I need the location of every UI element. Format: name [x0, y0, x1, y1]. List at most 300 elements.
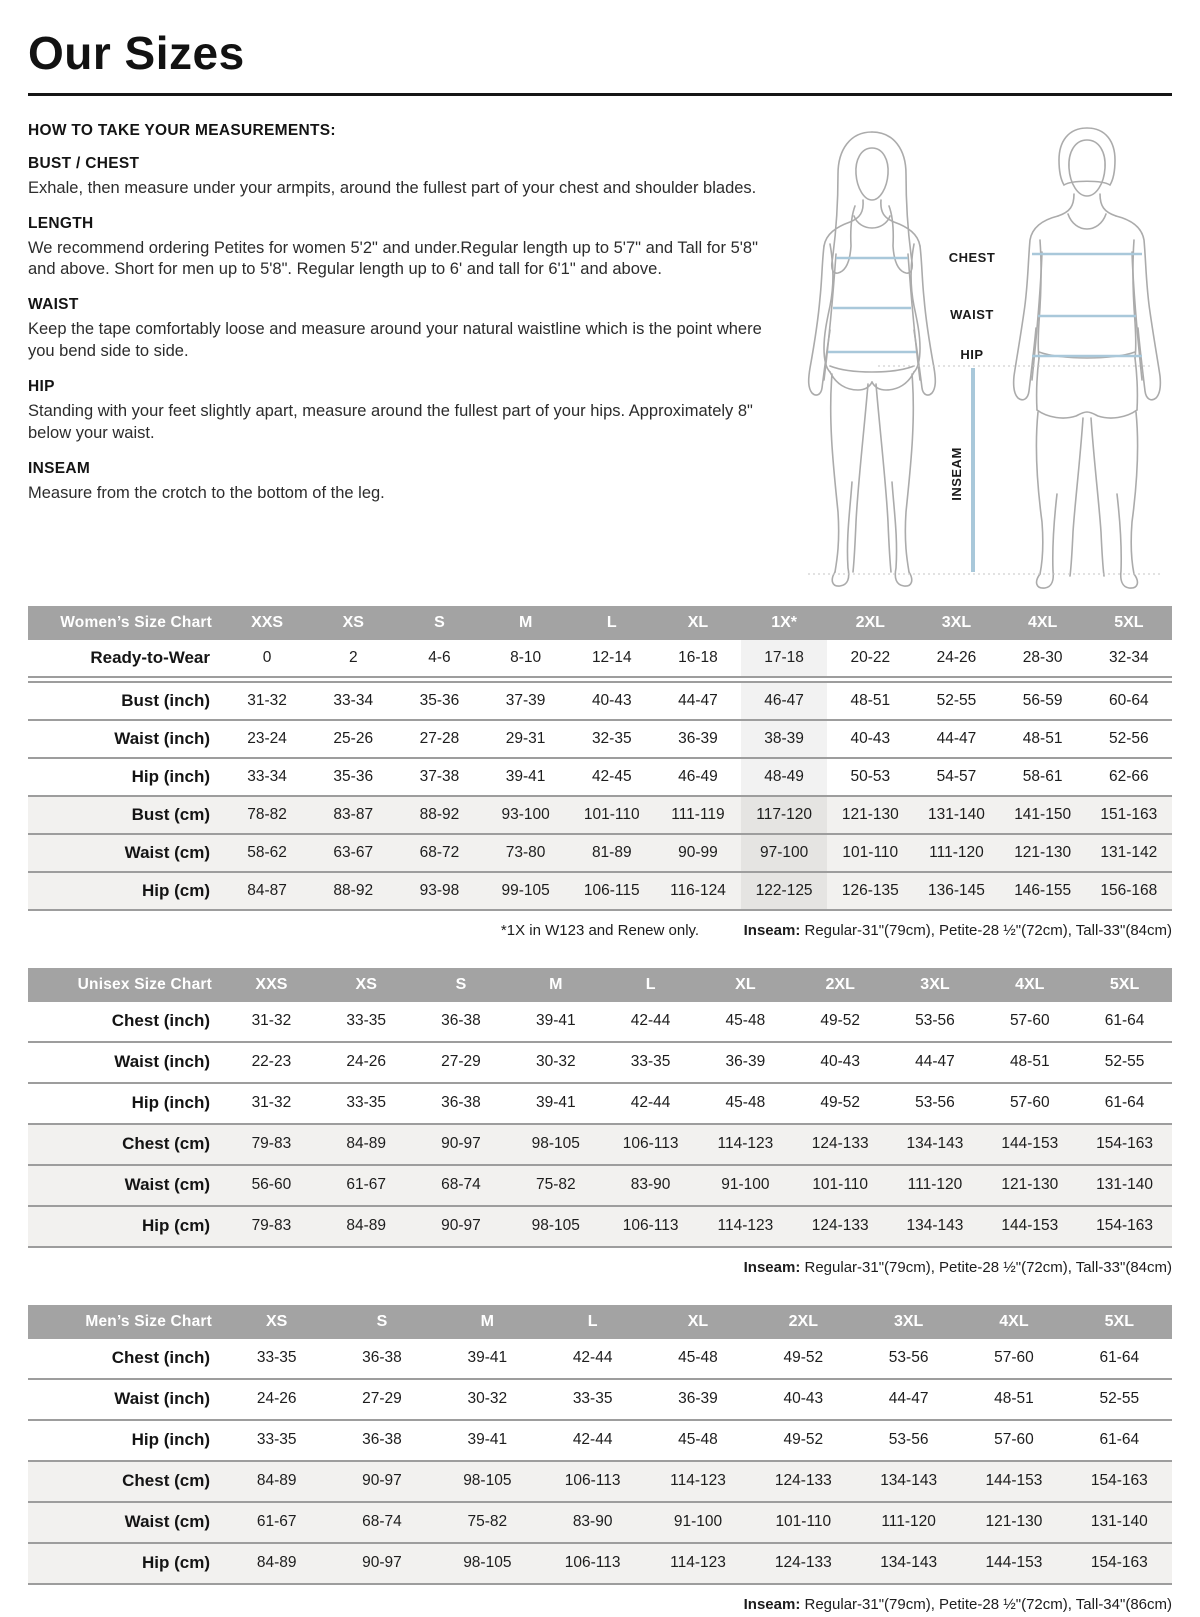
- size-cell: 36-39: [678, 729, 718, 747]
- column-header: 3XL: [888, 968, 983, 1002]
- inseam-diagram-label: INSEAM: [949, 446, 964, 501]
- size-cell: 98-105: [435, 1543, 540, 1584]
- size-cell: 52-55: [936, 691, 977, 709]
- column-header: 2XL: [793, 968, 888, 1002]
- column-header: 5XL: [1086, 606, 1172, 640]
- column-header: 5XL: [1077, 968, 1172, 1002]
- size-cell: 45-48: [725, 1012, 766, 1030]
- row-label: Chest (inch): [111, 1348, 210, 1368]
- size-cell: 101-110: [827, 834, 913, 872]
- size-cell: 44-47: [888, 1390, 929, 1408]
- size-cell: 33-34: [247, 767, 287, 785]
- size-cell: 111-119: [655, 796, 741, 834]
- size-cell: 144-153: [982, 1124, 1077, 1165]
- chart-header-row: [28, 1305, 1172, 1339]
- size-cell: 2: [348, 648, 358, 666]
- size-cell: 124-133: [751, 1543, 856, 1584]
- column-header: M: [483, 606, 569, 640]
- column-header: L: [603, 968, 698, 1002]
- size-row: [28, 1420, 1172, 1461]
- size-cell: 90-97: [414, 1206, 509, 1247]
- size-cell: 46-47: [741, 679, 827, 720]
- size-cell: 50-53: [850, 767, 891, 785]
- size-cell: 101-110: [793, 1165, 888, 1206]
- row-label: Chest (cm): [28, 1461, 224, 1502]
- column-header: XL: [698, 968, 793, 1002]
- size-cell: 124-133: [793, 1206, 888, 1247]
- size-cell: 56-59: [1022, 691, 1063, 709]
- size-cell: 131-142: [1086, 834, 1172, 872]
- size-cell: 134-143: [888, 1206, 983, 1247]
- inseam-note-label: Inseam:: [743, 1595, 801, 1613]
- title-divider: [28, 93, 1172, 96]
- size-cell: 114-123: [645, 1543, 750, 1584]
- size-row: [28, 1379, 1172, 1420]
- size-row: [28, 1502, 1172, 1543]
- size-cell: 32-34: [1109, 648, 1149, 666]
- inseam-note: [744, 1596, 1172, 1613]
- row-label: Ready-to-Wear: [90, 647, 210, 667]
- size-cell: 144-153: [961, 1543, 1066, 1584]
- size-cell: 61-64: [1104, 1012, 1145, 1030]
- size-cell: 73-80: [483, 834, 569, 872]
- size-cell: 44-47: [678, 691, 718, 709]
- size-cell: 36-39: [725, 1053, 766, 1071]
- size-cell: 75-82: [435, 1502, 540, 1543]
- size-cell: 78-82: [224, 796, 310, 834]
- size-cell: 121-130: [827, 796, 913, 834]
- size-cell: 131-140: [913, 796, 999, 834]
- size-cell: 61-67: [224, 1502, 329, 1543]
- row-label: Hip (cm): [28, 1206, 224, 1247]
- bust-chest-text: Exhale, then measure under your armpits, around the fullest part of your chest and shoulder blades.: [28, 178, 757, 197]
- size-cell: 106-113: [540, 1543, 645, 1584]
- instructions-heading: HOW TO TAKE YOUR MEASUREMENTS:: [28, 121, 336, 139]
- size-cell: 57-60: [994, 1349, 1034, 1367]
- size-cell: 111-120: [856, 1502, 961, 1543]
- column-header: S: [329, 1305, 434, 1339]
- size-cell: 31-32: [251, 1012, 292, 1030]
- size-cell: 61-64: [1099, 1431, 1140, 1449]
- size-cell: 122-125: [741, 872, 827, 910]
- size-cell: 39-41: [535, 1012, 576, 1030]
- chart-title: Unisex Size Chart: [28, 968, 224, 1002]
- size-cell: 45-48: [678, 1349, 718, 1367]
- size-cell: 90-97: [329, 1543, 434, 1584]
- size-charts-section: [28, 606, 1172, 1617]
- size-cell: 45-48: [678, 1431, 718, 1449]
- woman-figure: [809, 132, 936, 586]
- size-cell: 98-105: [508, 1206, 603, 1247]
- size-cell: 61-64: [1099, 1349, 1140, 1367]
- size-cell: 16-18: [678, 648, 718, 666]
- size-cell: 121-130: [1000, 834, 1086, 872]
- size-cell: 42-44: [630, 1094, 671, 1112]
- size-row: [28, 1124, 1172, 1165]
- size-cell: 39-41: [505, 767, 546, 785]
- row-label: Chest (inch): [111, 1011, 210, 1031]
- size-cell: 52-56: [1109, 729, 1149, 747]
- column-header: XL: [655, 606, 741, 640]
- size-cell: 98-105: [435, 1461, 540, 1502]
- size-cell: 121-130: [961, 1502, 1066, 1543]
- size-cell: 90-97: [329, 1461, 434, 1502]
- size-cell: 126-135: [827, 872, 913, 910]
- size-cell: 68-72: [396, 834, 482, 872]
- size-cell: 62-66: [1109, 767, 1149, 785]
- size-cell: 48-51: [994, 1390, 1034, 1408]
- size-row: [28, 1461, 1172, 1502]
- row-label: Hip (cm): [28, 872, 224, 910]
- size-cell: 144-153: [961, 1461, 1066, 1502]
- size-cell: 84-89: [224, 1461, 329, 1502]
- size-cell: 38-39: [741, 720, 827, 758]
- size-cell: 24-26: [936, 648, 977, 666]
- size-cell: 27-29: [362, 1390, 402, 1408]
- size-cell: 33-34: [333, 691, 374, 709]
- womens-size-chart-table: [28, 606, 1172, 911]
- measurement-instructions-section: [28, 122, 1172, 586]
- unisex-size-chart-table: [28, 968, 1172, 1248]
- size-cell: 39-41: [467, 1431, 508, 1449]
- size-cell: 79-83: [224, 1124, 319, 1165]
- size-cell: 154-163: [1067, 1543, 1172, 1584]
- size-cell: 8-10: [510, 648, 542, 666]
- size-cell: 111-120: [888, 1165, 983, 1206]
- hip-text: Standing with your feet slightly apart, measure around the fullest part of your hips. Approximately 8" below your waist.: [28, 402, 753, 443]
- size-cell: 33-35: [256, 1431, 297, 1449]
- row-label: Waist (inch): [114, 728, 210, 748]
- row-label: Hip (inch): [131, 1093, 210, 1113]
- column-header: 4XL: [961, 1305, 1066, 1339]
- size-row: [28, 796, 1172, 834]
- size-row: [28, 1002, 1172, 1042]
- size-row: [28, 1083, 1172, 1124]
- instructions-column: [28, 122, 776, 506]
- size-cell: 35-36: [419, 691, 460, 709]
- row-label: Chest (cm): [28, 1124, 224, 1165]
- size-cell: 117-120: [741, 796, 827, 834]
- size-cell: 134-143: [856, 1543, 961, 1584]
- size-row: [28, 720, 1172, 758]
- size-cell: 106-113: [603, 1206, 698, 1247]
- column-header: 4XL: [1000, 606, 1086, 640]
- size-cell: 144-153: [982, 1206, 1077, 1247]
- row-label: Hip (inch): [131, 766, 210, 786]
- size-cell: 60-64: [1109, 691, 1149, 709]
- size-cell: 35-36: [333, 767, 374, 785]
- size-cell: 68-74: [414, 1165, 509, 1206]
- size-row: [28, 872, 1172, 910]
- size-cell: 114-123: [645, 1461, 750, 1502]
- size-cell: 151-163: [1086, 796, 1172, 834]
- womens-size-chart: [28, 606, 1172, 943]
- size-cell: 40-43: [820, 1053, 860, 1071]
- row-label: Waist (inch): [114, 1389, 210, 1409]
- size-cell: 20-22: [850, 648, 891, 666]
- size-cell: 111-120: [913, 834, 999, 872]
- size-cell: 45-48: [725, 1094, 766, 1112]
- column-header: L: [569, 606, 655, 640]
- size-cell: 42-45: [591, 767, 632, 785]
- size-cell: 91-100: [645, 1502, 750, 1543]
- size-cell: 121-130: [982, 1165, 1077, 1206]
- inseam-note: [744, 922, 1172, 939]
- row-label: Hip (cm): [28, 1543, 224, 1584]
- size-cell: 29-31: [505, 729, 546, 747]
- size-cell: 40-43: [850, 729, 891, 747]
- guide-dotted-lines: [808, 366, 1162, 574]
- size-cell: 146-155: [1000, 872, 1086, 910]
- length-text: We recommend ordering Petites for women 5'2" and under.Regular length up to 5'7" and Tall for 5'8" and above. Short for men up to 5'8". Regular length up to 6' and tall for 6'1" and above.: [28, 238, 758, 279]
- size-cell: 31-32: [247, 691, 287, 709]
- size-cell: 57-60: [994, 1431, 1034, 1449]
- column-header: XL: [645, 1305, 750, 1339]
- column-header: 4XL: [982, 968, 1077, 1002]
- size-cell: 106-113: [540, 1461, 645, 1502]
- page-title: Our Sizes: [28, 27, 245, 79]
- table-footnote: *1X in W123 and Renew only.: [500, 921, 700, 939]
- size-cell: 52-55: [1099, 1390, 1140, 1408]
- column-header: 2XL: [751, 1305, 856, 1339]
- size-cell: 32-35: [591, 729, 632, 747]
- size-cell: 53-56: [888, 1349, 929, 1367]
- chest-diagram-label: CHEST: [948, 249, 996, 265]
- size-cell: 48-51: [1009, 1053, 1050, 1071]
- size-cell: 79-83: [224, 1206, 319, 1247]
- size-cell: 99-105: [483, 872, 569, 910]
- size-cell: 83-90: [540, 1502, 645, 1543]
- size-cell: 49-52: [820, 1012, 860, 1030]
- size-cell: 22-23: [251, 1053, 292, 1071]
- inseam-note-label: Inseam:: [743, 1258, 801, 1276]
- size-cell: 17-18: [741, 640, 827, 680]
- chart-header-row: [28, 968, 1172, 1002]
- size-cell: 48-49: [741, 758, 827, 796]
- size-cell: 156-168: [1086, 872, 1172, 910]
- size-cell: 134-143: [856, 1461, 961, 1502]
- size-cell: 28-30: [1022, 648, 1063, 666]
- mens-size-chart-table: [28, 1305, 1172, 1585]
- bust-chest-label: BUST / CHEST: [28, 154, 140, 172]
- size-cell: 81-89: [569, 834, 655, 872]
- size-cell: 61-67: [319, 1165, 414, 1206]
- size-cell: 84-89: [319, 1124, 414, 1165]
- size-cell: 131-140: [1077, 1165, 1172, 1206]
- size-cell: 84-87: [224, 872, 310, 910]
- waist-label: WAIST: [28, 296, 79, 314]
- size-cell: 57-60: [1009, 1012, 1050, 1030]
- row-label: Waist (cm): [28, 834, 224, 872]
- column-header: 2XL: [827, 606, 913, 640]
- man-figure: [1014, 128, 1161, 588]
- size-cell: 49-52: [783, 1431, 824, 1449]
- size-row: [28, 834, 1172, 872]
- size-row: [28, 1339, 1172, 1379]
- size-cell: 54-57: [936, 767, 977, 785]
- size-cell: 134-143: [888, 1124, 983, 1165]
- size-cell: 4-6: [428, 648, 451, 666]
- size-cell: 63-67: [310, 834, 396, 872]
- size-cell: 33-35: [346, 1012, 387, 1030]
- size-cell: 12-14: [591, 648, 632, 666]
- size-cell: 114-123: [698, 1124, 793, 1165]
- size-cell: 33-35: [572, 1390, 613, 1408]
- size-cell: 36-38: [362, 1431, 402, 1449]
- size-cell: 37-38: [419, 767, 460, 785]
- column-header: 3XL: [856, 1305, 961, 1339]
- row-label: Waist (cm): [28, 1502, 224, 1543]
- size-cell: 33-35: [256, 1349, 297, 1367]
- row-label: Waist (cm): [28, 1165, 224, 1206]
- mens-chart-notes: [28, 1596, 1172, 1617]
- size-cell: 33-35: [630, 1053, 671, 1071]
- size-cell: 88-92: [310, 872, 396, 910]
- chart-title: Men’s Size Chart: [28, 1305, 224, 1339]
- size-cell: 93-100: [483, 796, 569, 834]
- row-label: Waist (inch): [114, 1052, 210, 1072]
- unisex-chart-notes: [28, 1259, 1172, 1280]
- row-label: Hip (inch): [131, 1430, 210, 1450]
- size-cell: 57-60: [1009, 1094, 1050, 1112]
- size-cell: 83-90: [603, 1165, 698, 1206]
- size-cell: 53-56: [888, 1431, 929, 1449]
- size-cell: 48-51: [1022, 729, 1063, 747]
- size-cell: 93-98: [396, 872, 482, 910]
- size-cell: 44-47: [936, 729, 977, 747]
- column-header: M: [435, 1305, 540, 1339]
- waist-diagram-label: WAIST: [950, 306, 994, 322]
- size-cell: 106-115: [569, 872, 655, 910]
- size-cell: 36-38: [362, 1349, 402, 1367]
- size-cell: 154-163: [1077, 1206, 1172, 1247]
- unisex-size-chart: [28, 968, 1172, 1280]
- size-cell: 58-62: [224, 834, 310, 872]
- inseam-note-label: Inseam:: [743, 921, 801, 939]
- column-header: XS: [224, 1305, 329, 1339]
- size-cell: 88-92: [396, 796, 482, 834]
- size-cell: 23-24: [247, 729, 287, 747]
- column-header: XXS: [224, 968, 319, 1002]
- size-cell: 83-87: [310, 796, 396, 834]
- inseam-text: Measure from the crotch to the bottom of the leg.: [28, 484, 385, 503]
- size-cell: 27-28: [419, 729, 460, 747]
- column-header: 5XL: [1067, 1305, 1172, 1339]
- size-cell: 40-43: [591, 691, 632, 709]
- body-figures-illustration: [780, 122, 1188, 600]
- size-cell: 37-39: [505, 691, 546, 709]
- inseam-note: [744, 1259, 1172, 1276]
- size-cell: 53-56: [915, 1094, 955, 1112]
- size-cell: 124-133: [751, 1461, 856, 1502]
- size-cell: 131-140: [1067, 1502, 1172, 1543]
- column-header: S: [414, 968, 509, 1002]
- size-cell: 56-60: [224, 1165, 319, 1206]
- length-label: LENGTH: [28, 214, 94, 232]
- row-label: Bust (cm): [28, 796, 224, 834]
- hip-label: HIP: [28, 378, 55, 396]
- size-cell: 49-52: [820, 1094, 860, 1112]
- size-cell: 31-32: [251, 1094, 292, 1112]
- inseam-note-text: Regular-31"(79cm), Petite-28 ½"(72cm), Tall-33"(84cm): [800, 921, 1172, 939]
- size-cell: 48-51: [850, 691, 891, 709]
- size-cell: 42-44: [572, 1431, 613, 1449]
- size-cell: 49-52: [783, 1349, 824, 1367]
- column-header: XS: [310, 606, 396, 640]
- size-cell: 42-44: [572, 1349, 613, 1367]
- size-cell: 27-29: [441, 1053, 481, 1071]
- size-row: [28, 1042, 1172, 1083]
- size-cell: 90-99: [655, 834, 741, 872]
- size-cell: 101-110: [751, 1502, 856, 1543]
- size-cell: 154-163: [1077, 1124, 1172, 1165]
- size-row: [28, 758, 1172, 796]
- size-row: [28, 679, 1172, 720]
- column-header: XXS: [224, 606, 310, 640]
- size-cell: 24-26: [256, 1390, 297, 1408]
- measurement-lines: [828, 254, 1142, 572]
- column-header: L: [540, 1305, 645, 1339]
- column-header: 1X*: [741, 606, 827, 640]
- size-cell: 106-113: [603, 1124, 698, 1165]
- chart-title: Women’s Size Chart: [28, 606, 224, 640]
- size-cell: 98-105: [508, 1124, 603, 1165]
- size-cell: 141-150: [1000, 796, 1086, 834]
- hip-diagram-label: HIP: [960, 346, 984, 362]
- size-cell: 30-32: [467, 1390, 508, 1408]
- row-label: Bust (inch): [121, 690, 210, 710]
- size-cell: 97-100: [741, 834, 827, 872]
- inseam-note-text: Regular-31"(79cm), Petite-28 ½"(72cm), Tall-34"(86cm): [800, 1595, 1172, 1613]
- waist-text: Keep the tape comfortably loose and measure around your natural waistline which is the point where you bend side to side.: [28, 320, 762, 361]
- inseam-note-text: Regular-31"(79cm), Petite-28 ½"(72cm), Tall-33"(84cm): [800, 1258, 1172, 1276]
- size-cell: 25-26: [333, 729, 374, 747]
- size-cell: 39-41: [467, 1349, 508, 1367]
- size-row: [28, 640, 1172, 680]
- size-cell: 114-123: [698, 1206, 793, 1247]
- size-cell: 84-89: [319, 1206, 414, 1247]
- size-cell: 44-47: [915, 1053, 955, 1071]
- size-cell: 124-133: [793, 1124, 888, 1165]
- size-cell: 36-38: [441, 1094, 481, 1112]
- size-cell: 36-39: [678, 1390, 718, 1408]
- size-cell: 0: [262, 648, 272, 666]
- mens-size-chart: [28, 1305, 1172, 1617]
- chart-header-row: [28, 606, 1172, 640]
- size-row: [28, 1543, 1172, 1584]
- size-cell: 58-61: [1022, 767, 1063, 785]
- size-cell: 36-38: [441, 1012, 481, 1030]
- size-cell: 91-100: [698, 1165, 793, 1206]
- size-cell: 61-64: [1104, 1094, 1145, 1112]
- size-row: [28, 1165, 1172, 1206]
- size-cell: 136-145: [913, 872, 999, 910]
- size-cell: 101-110: [569, 796, 655, 834]
- inseam-label: INSEAM: [28, 460, 91, 478]
- size-cell: 42-44: [630, 1012, 671, 1030]
- size-cell: 30-32: [535, 1053, 576, 1071]
- size-cell: 40-43: [783, 1390, 824, 1408]
- column-header: S: [396, 606, 482, 640]
- size-cell: 24-26: [346, 1053, 387, 1071]
- size-cell: 53-56: [915, 1012, 955, 1030]
- womens-chart-notes: [28, 922, 1172, 943]
- size-cell: 46-49: [678, 767, 718, 785]
- column-header: XS: [319, 968, 414, 1002]
- column-header: 3XL: [913, 606, 999, 640]
- size-cell: 75-82: [508, 1165, 603, 1206]
- measurement-diagram: [780, 122, 1188, 600]
